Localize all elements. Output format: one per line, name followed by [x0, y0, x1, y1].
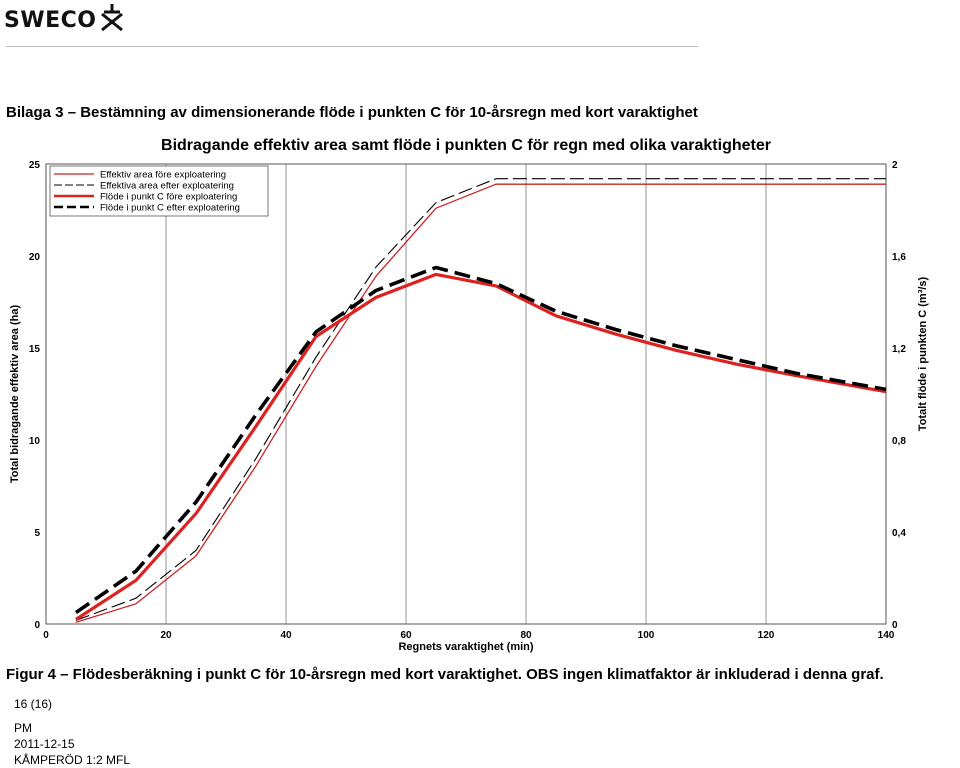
- x-tick-label: 100: [637, 630, 655, 641]
- x-tick-label: 40: [280, 630, 292, 641]
- y2-tick-label: 1,6: [892, 252, 906, 263]
- y2-tick-label: 0,8: [892, 436, 906, 447]
- y2-tick-label: 2: [892, 160, 898, 171]
- page-footer: [14, 696, 130, 768]
- series-line-1: [76, 184, 886, 622]
- x-tick-label: 60: [400, 630, 412, 641]
- y2-axis-label: Totalt flöde i punkten C (m³/s): [917, 276, 929, 432]
- legend-label: Flöde i punkt C före exploatering: [100, 191, 238, 203]
- y-tick-label: 15: [28, 344, 40, 355]
- appendix-heading: Bilaga 3 – Bestämning av dimensionerande flöde i punkten C för 10-årsregn med kort varaktighet: [6, 104, 698, 121]
- series-line-3: [76, 274, 886, 619]
- legend-label: Effektiv area före exploatering: [100, 169, 227, 181]
- page-number: 16 (16): [14, 697, 53, 711]
- plot-frame: [46, 164, 886, 624]
- legend-label: Effektiva area efter exploatering: [100, 180, 234, 192]
- sweco-logo: [4, 4, 125, 36]
- logo-text: SWECO: [4, 7, 97, 33]
- y2-tick-label: 0: [892, 620, 898, 631]
- flow-chart: [0, 128, 960, 658]
- document-date: 2011-12-15: [14, 737, 75, 751]
- y2-tick-label: 0,4: [892, 528, 906, 539]
- y-tick-label: 5: [34, 528, 40, 539]
- figure-caption: Figur 4 – Flödesberäkning i punkt C för 10-årsregn med kort varaktighet. OBS ingen klimatfaktor är inkluderad i denna graf.: [6, 666, 884, 683]
- y-tick-label: 0: [34, 620, 40, 631]
- y2-tick-label: 1,2: [892, 344, 906, 355]
- document-type: PM: [14, 721, 32, 735]
- y-tick-label: 25: [28, 160, 40, 171]
- y-axis-label: Total bidragande effektiv area (ha): [9, 304, 21, 484]
- chart-title: Bidragande effektiv area samt flöde i punkten C för regn med olika varaktigheter: [161, 137, 771, 154]
- sweco-star-icon: [99, 2, 125, 32]
- x-tick-label: 0: [43, 630, 49, 641]
- chart-container: [0, 128, 960, 663]
- x-tick-label: 140: [877, 630, 895, 641]
- x-axis-label: Regnets varaktighet (min): [398, 641, 534, 653]
- header-rule: [6, 46, 698, 47]
- x-tick-label: 120: [757, 630, 775, 641]
- series-line-4: [76, 268, 886, 613]
- project-name: KÅMPERÖD 1:2 MFL: [14, 753, 131, 767]
- x-tick-label: 20: [160, 630, 172, 641]
- y-tick-label: 20: [28, 252, 40, 263]
- legend-label: Flöde i punkt C efter exploatering: [100, 202, 240, 214]
- x-tick-label: 80: [520, 630, 532, 641]
- y-tick-label: 10: [28, 436, 40, 447]
